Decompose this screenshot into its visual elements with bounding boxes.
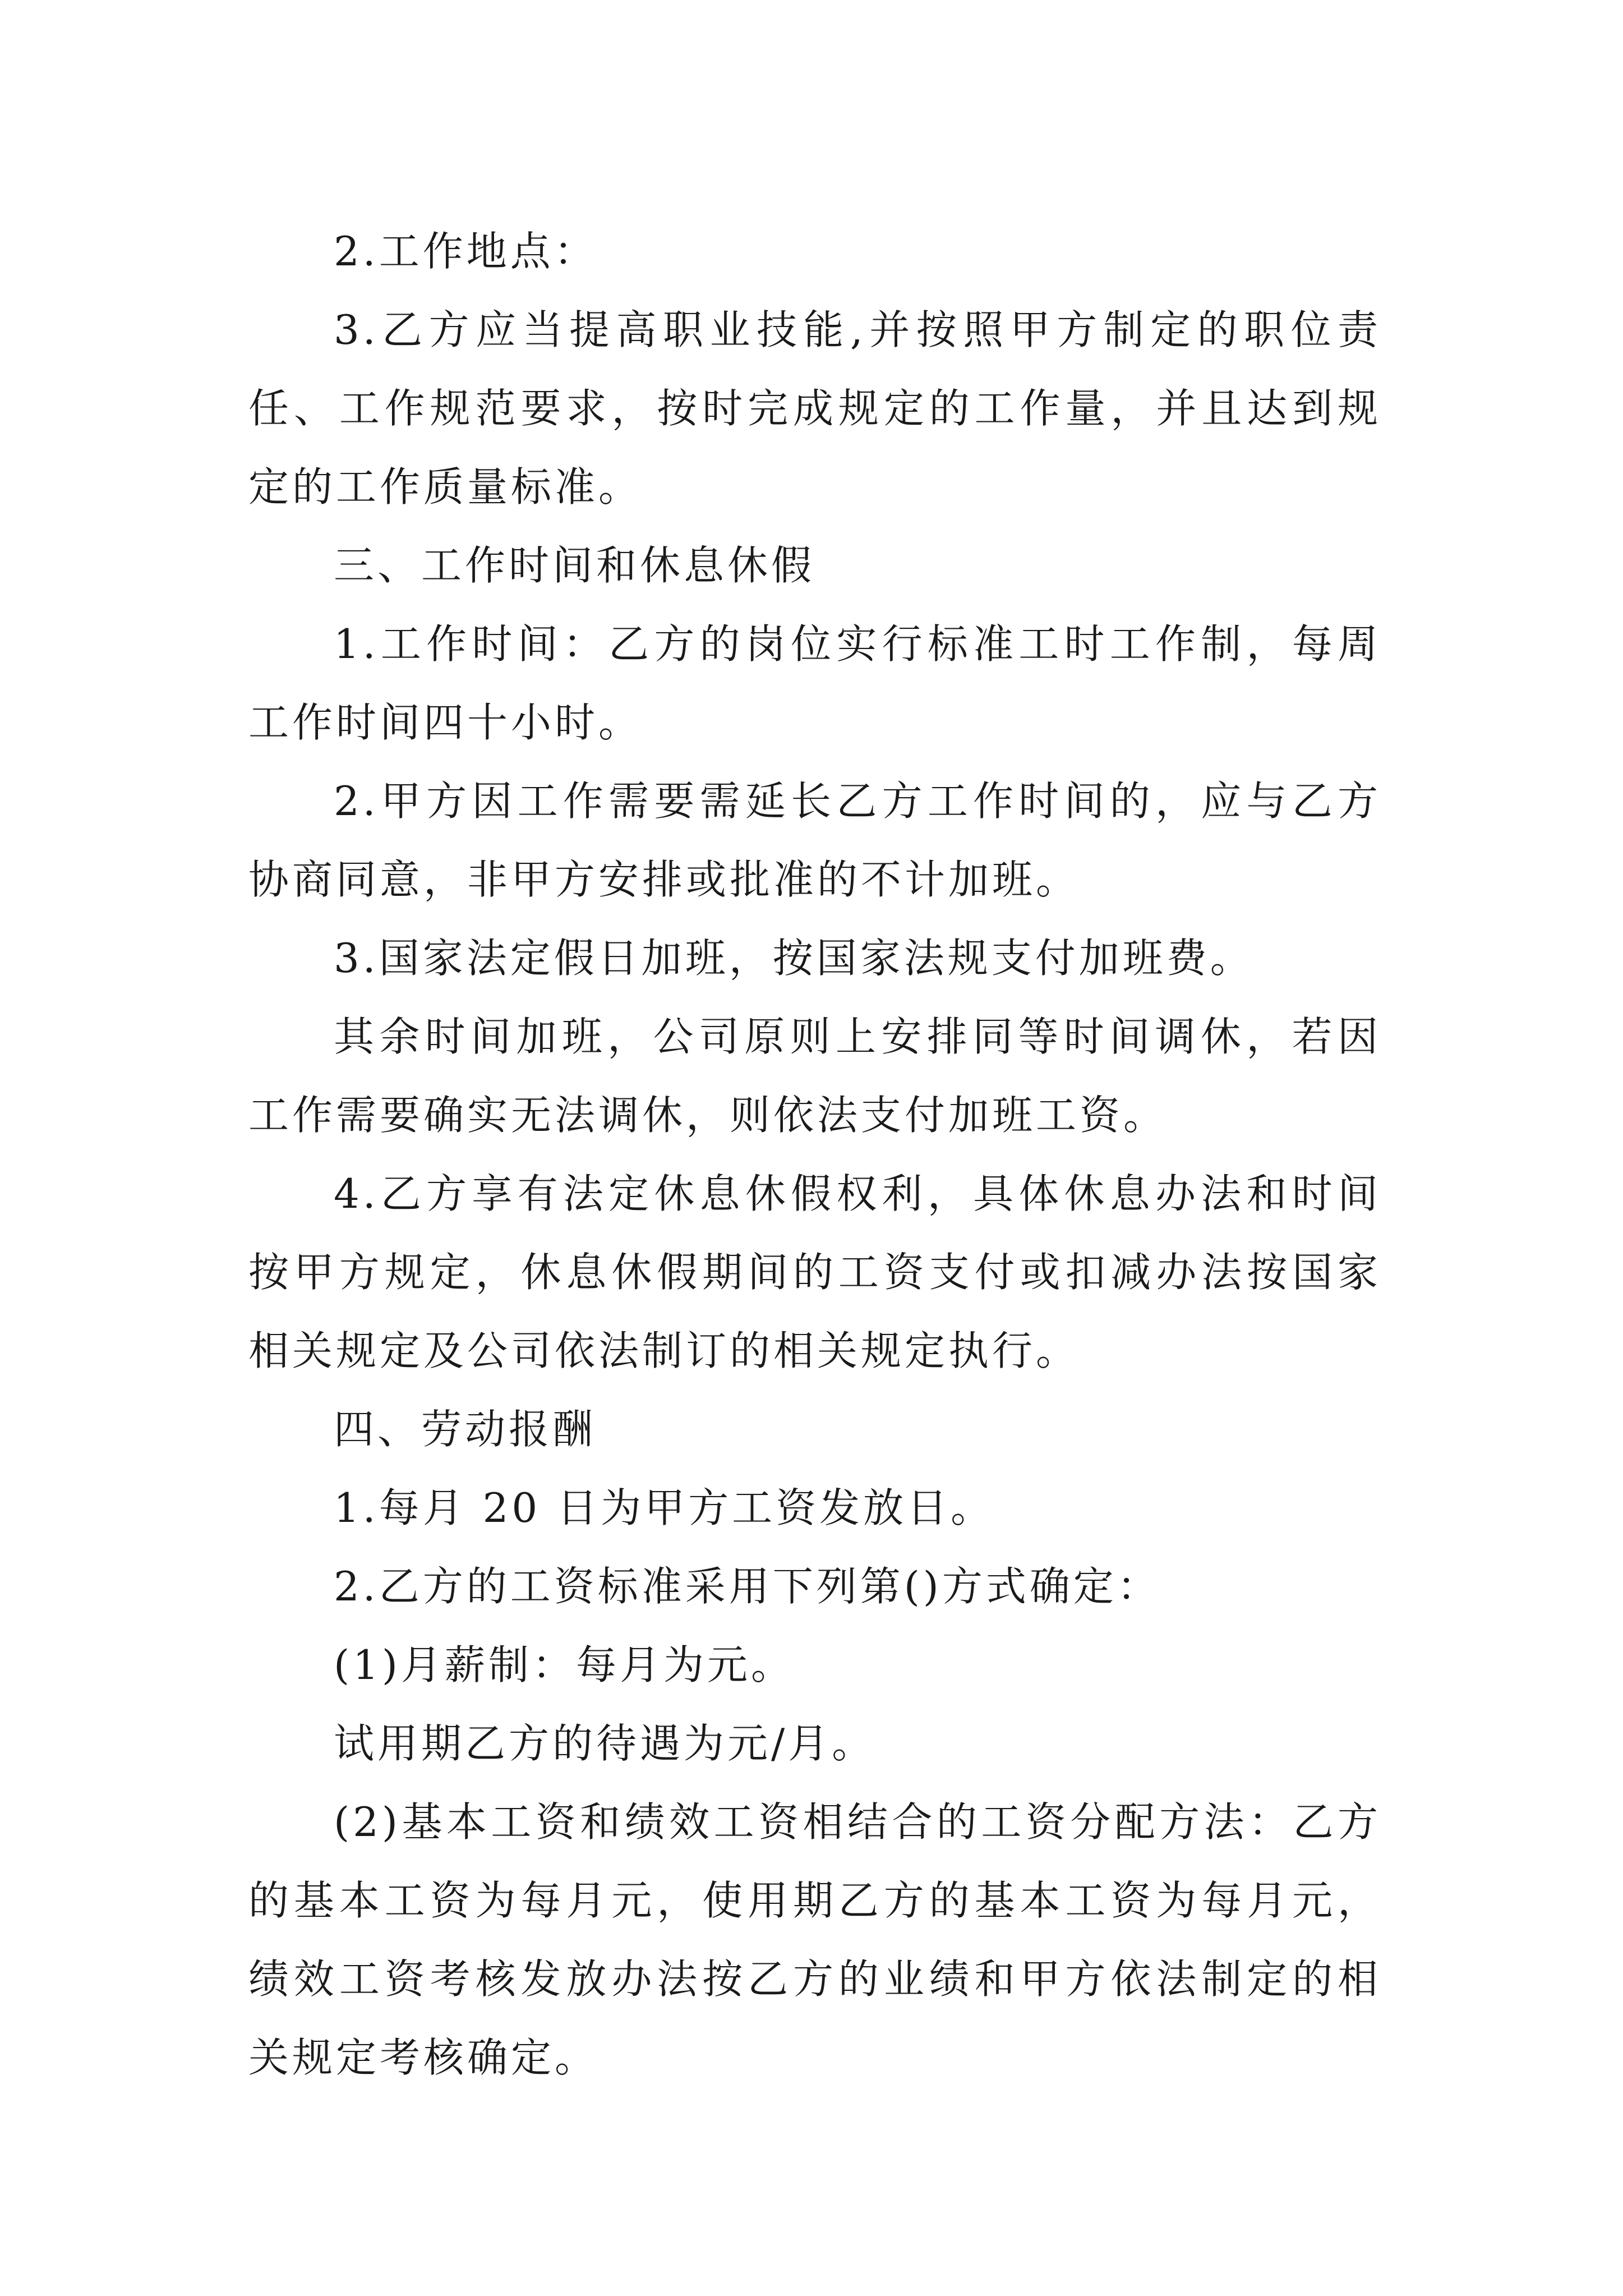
paragraph-probation-pay: 试用期乙方的待遇为元/月。 [334, 1720, 876, 1767]
paragraph-work-location: 2.工作地点： [334, 228, 598, 275]
paragraph-skill-requirements: 3.乙方应当提高职业技能,并按照甲方制定的职位责任、工作规范要求，按时完成规定的工作量，并且达到规定的工作质量标准。 [248, 306, 1381, 510]
paragraph-other-overtime: 其余时间加班，公司原则上安排同等时间调休，若因工作需要确实无法调休，则依法支付加班工资。 [248, 1013, 1381, 1139]
document-body [248, 212, 1381, 2097]
section-heading-work-hours: 三、工作时间和休息休假 [334, 542, 815, 589]
paragraph-monthly-salary: (1)月薪制：每月为元。 [334, 1641, 795, 1688]
paragraph-wage-method: 2.乙方的工资标准采用下列第()方式确定： [334, 1563, 1161, 1610]
paragraph-overtime-consent: 2.甲方因工作需要需延长乙方工作时间的，应与乙方协商同意，非甲方安排或批准的不计加班。 [248, 777, 1381, 903]
paragraph-rest-rights: 4.乙方享有法定休息休假权利，具体休息办法和时间按甲方规定，休息休假期间的工资支付或扣减办法按国家相关规定及公司依法制订的相关规定执行。 [248, 1170, 1381, 1374]
paragraph-base-performance-pay: (2)基本工资和绩效工资相结合的工资分配方法：乙方的基本工资为每月元，使用期乙方的基本工资为每月元，绩效工资考核发放办法按乙方的业绩和甲方依法制定的相关规定考核确定。 [248, 1798, 1381, 2081]
section-heading-remuneration: 四、劳动报酬 [334, 1406, 597, 1453]
paragraph-payday: 1.每月 20 日为甲方工资发放日。 [334, 1484, 995, 1531]
paragraph-work-time: 1.工作时间：乙方的岗位实行标准工时工作制，每周工作时间四十小时。 [248, 620, 1381, 746]
paragraph-holiday-overtime: 3.国家法定假日加班，按国家法规支付加班费。 [334, 935, 1254, 982]
